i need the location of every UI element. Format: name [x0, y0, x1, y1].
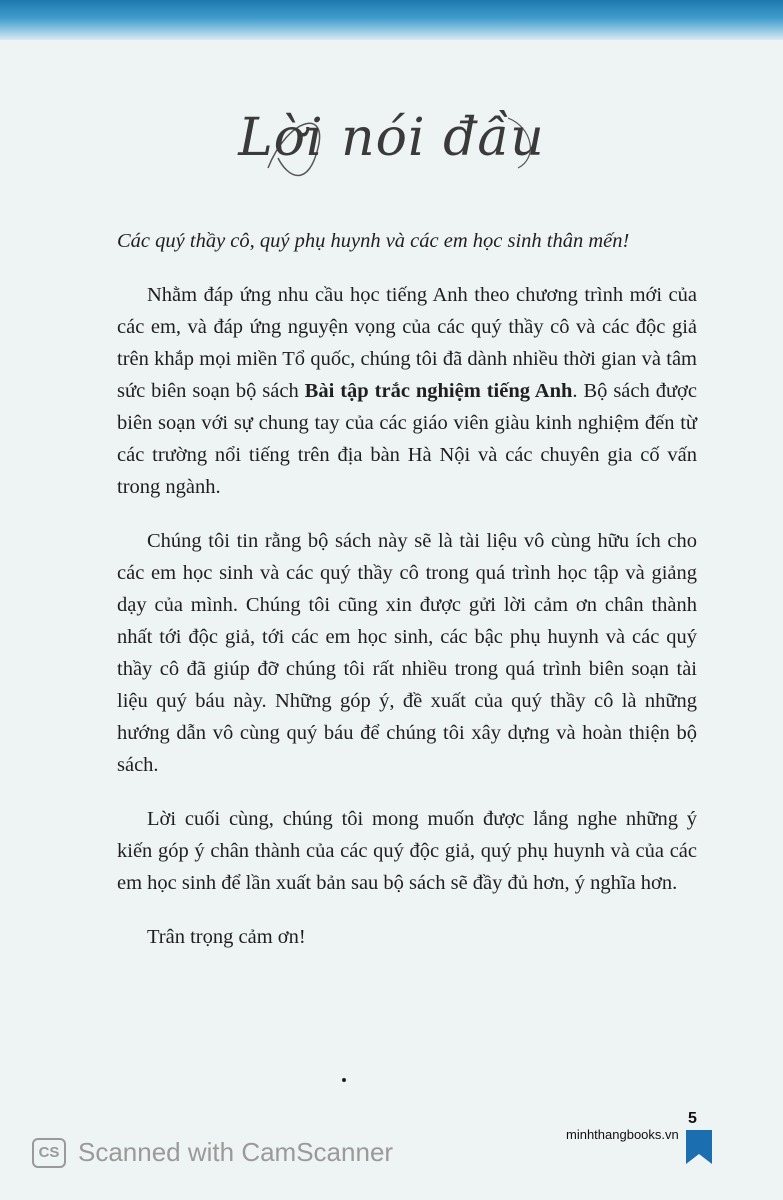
page-number: 5 — [688, 1110, 697, 1127]
bookmark-icon — [686, 1130, 712, 1164]
page-title: Lời nói đầu — [238, 108, 545, 168]
paragraph-3: Lời cuối cùng, chúng tôi mong muốn được lắng nghe những ý kiến góp ý chân thành của các quý độc giả, quý phụ huynh và của các em học sinh để lần xuất bản sau bộ sách sẽ đầy đủ hơn, ý nghĩa hơn. — [117, 808, 697, 894]
closing-line: Trân trọng cảm ơn! — [147, 926, 306, 948]
foreword-body — [117, 225, 697, 953]
website-label: minhthangbooks.vn — [566, 1127, 679, 1142]
camscanner-watermark: Scanned with CamScanner — [78, 1137, 394, 1167]
paragraph-1-end: . Bộ sách được biên soạn với sự chung tay của các giáo viên giàu kinh nghiệm đến từ các trường nổi tiếng trên địa bàn Hà Nội và các chuyên gia cố vấn trong ngành. — [117, 380, 697, 498]
decorative-dot — [342, 1078, 346, 1082]
book-title: Bài tập trắc nghiệm tiếng Anh — [304, 380, 573, 402]
paragraph-1 — [117, 279, 697, 503]
top-color-bar — [0, 0, 783, 40]
paragraph-2: Chúng tôi tin rằng bộ sách này sẽ là tài liệu vô cùng hữu ích cho các em học sinh và các quý thầy cô trong quá trình học tập và giảng dạy của mình. Chúng tôi cũng xin được gửi lời cảm ơn chân thành nhất tới độc giả, tới các em học sinh, các bậc phụ huynh và các quý thầy cô đã giúp đỡ chúng tôi rất nhiều trong quá trình biên soạn tài liệu quý báu này. Những góp ý, đề xuất của quý thầy cô là những hướng dẫn vô cùng quý báu để chúng tôi xây dựng và hoàn thiện bộ sách. — [117, 530, 697, 776]
greeting: Các quý thầy cô, quý phụ huynh và các em học sinh thân mến! — [117, 230, 630, 252]
camscanner-logo-icon: CS — [32, 1138, 66, 1168]
paragraph-1-start: Nhằm đáp ứng nhu cầu học tiếng Anh theo chương trình mới của các em, và đáp ứng nguyện vọng của các quý thầy cô và các độc giả trên khắp mọi miền Tổ quốc, chúng tôi đã dành nhiều thời gian và tâm sức biên soạn bộ sách — [117, 284, 697, 402]
